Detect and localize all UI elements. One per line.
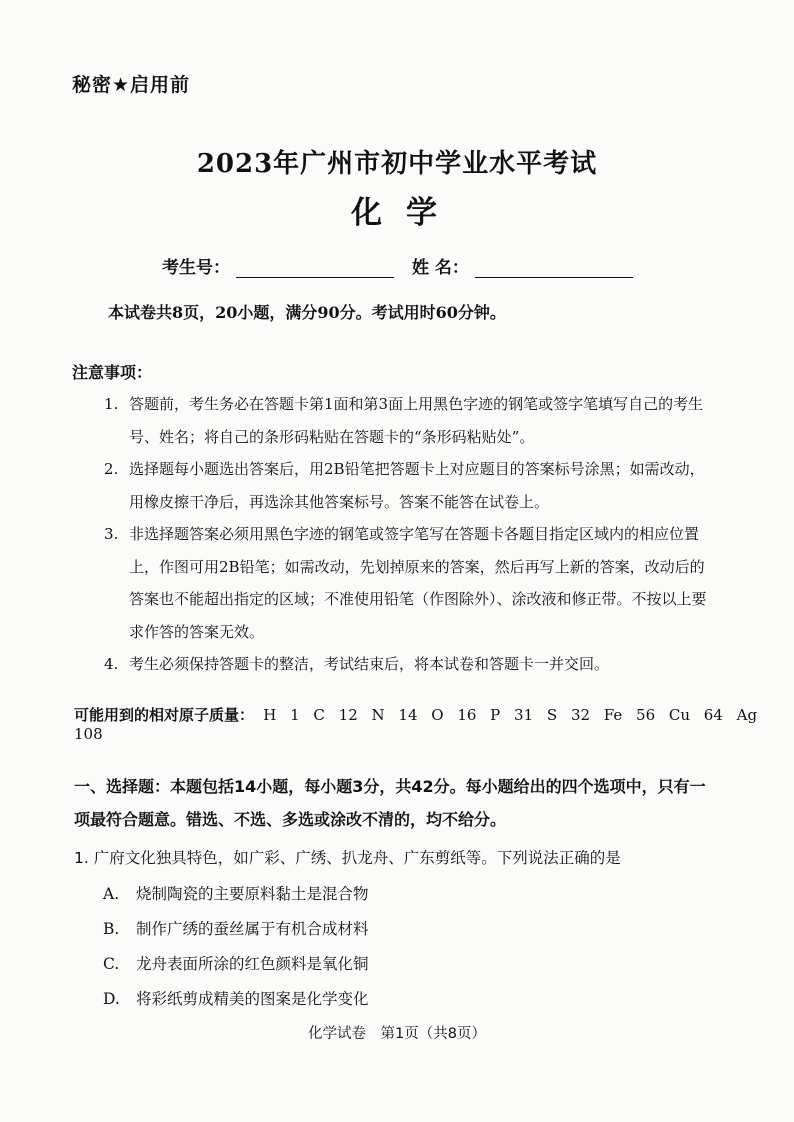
option-text: 将彩纸剪成精美的图案是化学变化 <box>136 990 369 1008</box>
notice-item-text: 答题前，考生务必在答题卡第1面和第3面上用黑色字迹的钢笔或签字笔填写自己的考生号、姓名；将自己的条形码粘贴在答题卡的“条形码粘贴处”。 <box>129 395 704 446</box>
option-a[interactable] <box>103 877 369 912</box>
notice-item-text: 选择题每小题选出答案后，用2B铅笔把答题卡上对应题目的答案标号涂黑；如需改动，用橡皮擦干净后，再选涂其他答案标号。答案不能答在试卷上。 <box>129 460 705 511</box>
notice-item <box>104 453 716 518</box>
option-text: 烧制陶瓷的主要原料黏土是混合物 <box>136 885 369 903</box>
atomic-masses-label: 可能用到的相对原子质量： <box>74 706 255 724</box>
option-label: B. <box>103 920 120 938</box>
option-text: 制作广绣的蚕丝属于有机合成材料 <box>136 920 369 938</box>
notice-item <box>104 388 716 453</box>
exam-info: 本试卷共8页，20小题，满分90分。考试用时60分钟。 <box>108 303 506 322</box>
section-heading: 一、选择题：本题包括14小题，每小题3分，共42分。每小题给出的四个选项中，只有一项最符合题意。错选、不选、多选或涂改不清的，均不给分。 <box>74 777 706 829</box>
exam-title: 2023年广州市初中学业水平考试 <box>196 149 598 179</box>
name-label: 姓 名： <box>412 258 469 278</box>
notice-item-number: 1. <box>104 395 119 413</box>
notice-item-text: 非选择题答案必须用黑色字迹的钢笔或签字笔写在答题卡各题目指定区域内的相应位置上，作图可用2B铅笔；如需改动，先划掉原来的答案，然后再写上新的答案，改动后的答案也不能超出指定的区域；不准使用铅笔（作图除外）、涂改液和修正带。不按以上要求作答的答案无效。 <box>129 525 707 641</box>
exam-number-blank[interactable] <box>236 259 394 278</box>
notice-item-text: 考生必须保持答题卡的整洁，考试结束后，将本试卷和答题卡一并交回。 <box>129 655 610 673</box>
notice-item <box>104 648 716 681</box>
candidate-fields <box>162 253 633 278</box>
option-label: C. <box>103 955 120 973</box>
page-footer: 化学试卷 第1页（共8页） <box>308 1026 486 1042</box>
atomic-masses-values: H 1 C 12 N 14 O 16 P 31 S 32 Fe 56 Cu 64 Ag 108 <box>74 706 758 743</box>
notice-heading: 注意事项： <box>72 363 153 382</box>
secret-mark: 秘密★启用前 <box>72 74 191 96</box>
notice-item <box>104 518 716 648</box>
notice-item-number: 2. <box>104 460 119 478</box>
option-text: 龙舟表面所涂的红色颜料是氧化铜 <box>136 955 369 973</box>
subject-title: 化学 <box>351 195 461 231</box>
question-options <box>103 877 369 1017</box>
option-d[interactable] <box>103 982 369 1017</box>
exam-number-label: 考生号： <box>162 258 230 278</box>
notice-list <box>104 388 716 681</box>
option-c[interactable] <box>103 947 369 982</box>
notice-item-number: 3. <box>104 525 119 543</box>
option-b[interactable] <box>103 912 369 947</box>
option-label: A. <box>103 885 120 903</box>
name-blank[interactable] <box>475 259 633 278</box>
atomic-masses <box>74 704 794 743</box>
notice-item-number: 4. <box>104 655 119 673</box>
question-stem: 1. 广府文化独具特色，如广彩、广绣、扒龙舟、广东剪纸等。下列说法正确的是 <box>74 849 621 867</box>
option-label: D. <box>103 990 120 1008</box>
